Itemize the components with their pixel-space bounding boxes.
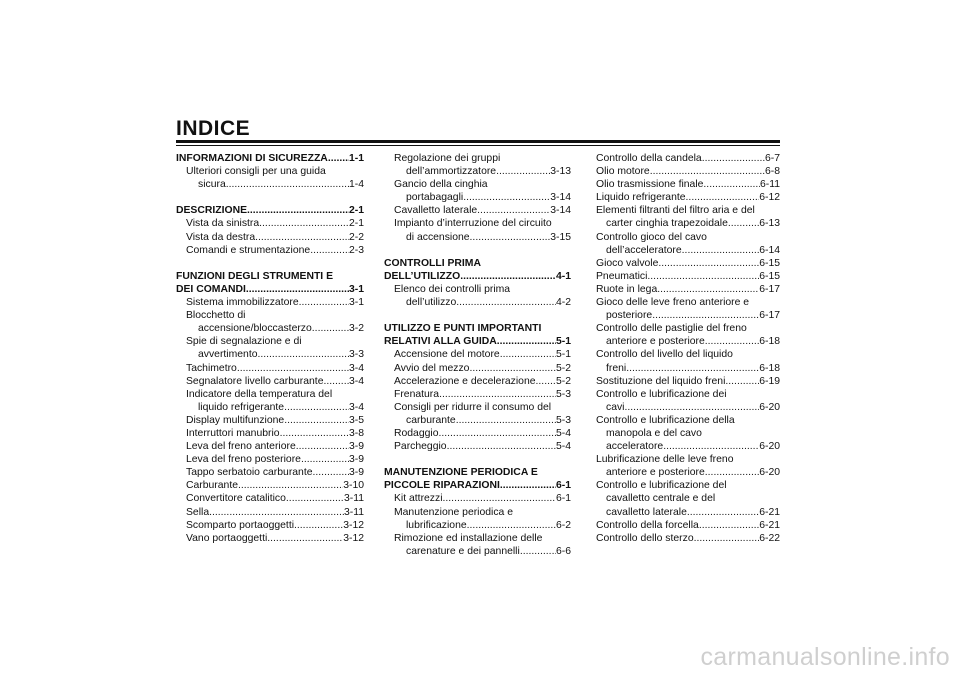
toc-entry-title: avvertimento — [198, 349, 258, 361]
toc-entry[interactable] — [384, 362, 571, 375]
toc-entry-title: Controllo e lubrificazione del — [596, 480, 727, 492]
toc-entry-page: 3-9 — [348, 454, 364, 466]
toc-entry[interactable] — [596, 257, 780, 270]
toc-entry[interactable] — [384, 270, 571, 283]
toc-entry-page: 2-3 — [348, 244, 364, 256]
toc-entry-page: 4-2 — [555, 297, 571, 309]
toc-entry[interactable] — [596, 440, 780, 453]
toc-entry[interactable] — [176, 506, 364, 519]
toc-entry-title: Controllo della candela — [596, 153, 702, 164]
toc-entry[interactable] — [596, 519, 780, 532]
toc-entry-title: MANUTENZIONE PERIODICA E — [384, 467, 538, 479]
toc-entry[interactable] — [596, 401, 780, 414]
toc-entry[interactable] — [596, 375, 780, 388]
toc-entry-page: 5-4 — [555, 441, 571, 453]
toc-entry[interactable] — [176, 204, 364, 217]
toc-entry[interactable] — [384, 492, 571, 505]
toc-entry-page: 4-1 — [555, 270, 571, 282]
toc-entry-page: 6-6 — [555, 545, 571, 557]
toc-entry-title: Controllo delle pastiglie del freno — [596, 323, 747, 335]
toc-entry[interactable] — [176, 152, 364, 165]
toc-entry-title: PICCOLE RIPARAZIONI — [384, 480, 500, 492]
toc-entry-page: 3-4 — [348, 375, 364, 387]
title-rule-thin — [176, 145, 780, 146]
toc-entry-page: 6-20 — [759, 401, 780, 413]
toc-entry-page: 6-13 — [759, 218, 780, 230]
toc-entry-page: 3-2 — [348, 323, 364, 335]
toc-entry-page: 6-22 — [759, 532, 780, 544]
toc-entry-page: 6-17 — [759, 310, 780, 322]
toc-entry-title: Comandi e strumentazione — [186, 244, 311, 256]
toc-entry-title: Accelerazione e decelerazione — [394, 375, 536, 387]
toc-entry-page: 3-12 — [343, 519, 364, 531]
toc-entry-page: 3-12 — [343, 532, 364, 544]
toc-entry[interactable] — [176, 244, 364, 257]
toc-entry[interactable] — [596, 362, 780, 375]
toc-entry[interactable] — [596, 217, 780, 230]
toc-entry[interactable] — [596, 335, 780, 348]
toc-entry[interactable] — [384, 335, 571, 348]
toc-entry[interactable] — [384, 427, 571, 440]
toc-entry-title: Controllo dello sterzo — [596, 532, 694, 544]
toc-entry[interactable] — [176, 479, 364, 492]
toc-entry-title: Regolazione dei gruppi — [394, 153, 501, 164]
toc-entry[interactable] — [384, 388, 571, 401]
toc-entry-page: 3-11 — [343, 493, 364, 505]
toc-entry-title: Manutenzione periodica e — [394, 506, 513, 518]
toc-entry-title: dell’acceleratore — [606, 244, 682, 256]
toc-entry[interactable] — [596, 178, 780, 191]
toc-entry-page: 6-17 — [759, 283, 780, 295]
toc-entry-title: Rodaggio — [394, 427, 439, 439]
toc-entry-title: Rimozione ed installazione delle — [394, 532, 543, 544]
toc-entry-page: 3-10 — [343, 480, 364, 492]
toc-entry-page: 3-15 — [550, 231, 571, 243]
toc-entry-title: dell’utilizzo — [406, 297, 457, 309]
watermark-text: carmanualsonline.info — [700, 643, 950, 671]
toc-entry[interactable] — [596, 244, 780, 257]
toc-entry[interactable] — [384, 479, 571, 492]
toc-entry-title: Frenatura — [394, 388, 440, 400]
toc-entry-title: manopola e del cavo — [606, 427, 702, 439]
toc-entry-title: Segnalatore livello carburante — [186, 375, 324, 387]
toc-entry-page: 6-20 — [759, 467, 780, 479]
toc-entry-title: Liquido refrigerante — [596, 192, 686, 204]
toc-entry-title: Controllo del livello del liquido — [596, 349, 733, 361]
toc-entry[interactable] — [176, 453, 364, 466]
toc-entry-page: 6-12 — [759, 192, 780, 204]
toc-entry-title: Tappo serbatoio carburante — [186, 467, 313, 479]
toc-entry[interactable] — [176, 414, 364, 427]
toc-entry-title: Elementi filtranti del filtro aria e del — [596, 205, 755, 217]
toc-column-2 — [384, 152, 571, 558]
toc-entry[interactable] — [176, 322, 364, 335]
toc-entry-title: Elenco dei controlli prima — [394, 283, 511, 295]
toc-entry-title: Gancio della cinghia — [394, 179, 488, 191]
toc-entry-title: Gioco delle leve freno anteriore e — [596, 297, 750, 309]
title-rule-thick — [176, 140, 780, 143]
toc-entry[interactable] — [596, 466, 780, 479]
toc-entry[interactable] — [176, 440, 364, 453]
toc-entry[interactable] — [176, 401, 364, 414]
toc-entry-title: carburante — [406, 414, 456, 426]
toc-entry-title: anteriore e posteriore — [606, 467, 705, 479]
toc-entry-title: Ruote in lega — [596, 283, 658, 295]
toc-entry-page: 3-1 — [348, 297, 364, 309]
toc-entry-title: Vista da sinistra — [186, 218, 260, 230]
toc-entry-title: Interruttori manubrio — [186, 427, 280, 439]
toc-entry-page: 2-1 — [348, 218, 364, 230]
toc-entry-page: 3-9 — [348, 441, 364, 453]
toc-entry-title: INFORMAZIONI DI SICUREZZA — [176, 153, 328, 164]
toc-entry-page: 6-15 — [759, 270, 780, 282]
toc-entry-page: 6-15 — [759, 257, 780, 269]
toc-entry-page: 3-4 — [348, 362, 364, 374]
toc-entry-title: Lubrificazione delle leve freno — [596, 454, 734, 466]
toc-entry-page: 6-1 — [555, 493, 571, 505]
toc-entry-title: carter cinghia trapezoidale — [606, 218, 728, 230]
toc-entry-title: Controllo e lubrificazione della — [596, 414, 735, 426]
toc-entry[interactable] — [176, 492, 364, 505]
toc-entry-title: Olio motore — [596, 166, 650, 178]
toc-entry[interactable] — [176, 231, 364, 244]
toc-entry[interactable] — [384, 231, 571, 244]
toc-entry-title: freni — [606, 362, 627, 374]
toc-entry[interactable] — [384, 440, 571, 453]
toc-entry[interactable] — [176, 427, 364, 440]
toc-entry-title: cavalletto centrale e del — [606, 493, 716, 505]
toc-entry-title: Leva del freno anteriore — [186, 441, 296, 453]
toc-entry-title: Ulteriori consigli per una guida — [186, 166, 326, 178]
toc-entry[interactable] — [176, 178, 364, 191]
toc-entry-page: 3-4 — [348, 401, 364, 413]
toc-entry-page: 6-18 — [759, 362, 780, 374]
toc-entry[interactable] — [176, 362, 364, 375]
toc-entry-page: 6-8 — [764, 166, 780, 178]
toc-entry-title: Scomparto portaoggetti — [186, 519, 295, 531]
toc-entry-title: DEI COMANDI — [176, 283, 246, 295]
toc-entry-title: di accensione — [406, 231, 470, 243]
toc-entry-title: Leva del freno posteriore — [186, 454, 301, 466]
toc-entry-title: Cavalletto laterale — [394, 205, 478, 217]
toc-entry[interactable] — [596, 309, 780, 322]
toc-entry-page: 5-1 — [555, 349, 571, 361]
toc-entry[interactable] — [384, 165, 571, 178]
toc-column-3 — [596, 152, 780, 545]
toc-entry-title: Controllo della forcella — [596, 519, 699, 531]
toc-entry[interactable] — [176, 532, 364, 545]
toc-entry-title: cavi — [606, 401, 625, 413]
toc-entry[interactable] — [176, 296, 364, 309]
toc-entry-title: Kit attrezzi — [394, 493, 443, 505]
toc-entry-page: 5-3 — [555, 414, 571, 426]
toc-entry-title: Sistema immobilizzatore — [186, 297, 299, 309]
toc-entry-title: carenature e dei pannelli — [406, 545, 520, 557]
toc-entry-page: 3-3 — [348, 349, 364, 361]
toc-entry-title: Vano portaoggetti — [186, 532, 268, 544]
toc-entry[interactable] — [596, 191, 780, 204]
toc-entry-page: 3-5 — [348, 414, 364, 426]
toc-column-1 — [176, 152, 364, 545]
toc-entry-title: Tachimetro — [186, 362, 237, 374]
toc-entry-page: 3-11 — [343, 506, 364, 518]
toc-entry-title: Controllo e lubrificazione dei — [596, 388, 727, 400]
toc-entry[interactable] — [596, 165, 780, 178]
page-title: INDICE — [176, 117, 251, 140]
toc-entry-title: Vista da destra — [186, 231, 256, 243]
toc-entry-title: Display multifunzione — [186, 414, 285, 426]
toc-entry[interactable] — [596, 283, 780, 296]
toc-entry[interactable] — [384, 519, 571, 532]
toc-entry-page: 6-1 — [555, 480, 571, 492]
toc-entry[interactable] — [384, 191, 571, 204]
toc-entry-title: Sostituzione del liquido freni — [596, 375, 726, 387]
toc-entry-page: 3-1 — [348, 283, 364, 295]
toc-entry-title: Carburante — [186, 480, 238, 492]
toc-entry-page: 6-18 — [759, 336, 780, 348]
toc-entry-title: anteriore e posteriore — [606, 336, 705, 348]
toc-entry-page: 6-14 — [759, 244, 780, 256]
toc-entry-title: Sella — [186, 506, 210, 518]
toc-entry-page: 6-7 — [764, 153, 780, 164]
toc-entry-title: posteriore — [606, 310, 653, 322]
toc-entry-title: Spie di segnalazione e di — [186, 336, 302, 348]
toc-entry[interactable] — [176, 375, 364, 388]
toc-entry-title: sicura — [198, 179, 226, 191]
toc-entry[interactable] — [384, 375, 571, 388]
toc-entry-title: accensione/bloccasterzo — [198, 323, 312, 335]
toc-entry-title: Gioco valvole — [596, 257, 659, 269]
toc-entry-title: Convertitore catalitico — [186, 493, 286, 505]
toc-entry-title: acceleratore — [606, 441, 664, 453]
toc-entry-title: FUNZIONI DEGLI STRUMENTI E — [176, 270, 334, 282]
toc-entry[interactable] — [176, 519, 364, 532]
toc-entry-title: dell’ammortizzatore — [406, 166, 497, 178]
toc-entry-page: 6-11 — [759, 179, 780, 191]
toc-entry-title: Consigli per ridurre il consumo del — [394, 401, 552, 413]
toc-entry[interactable] — [176, 348, 364, 361]
toc-entry-page: 3-14 — [550, 192, 571, 204]
toc-entry-title: liquido refrigerante — [198, 401, 285, 413]
toc-entry[interactable] — [176, 466, 364, 479]
toc-entry-page: 5-1 — [555, 336, 571, 348]
toc-entry-page: 2-2 — [348, 231, 364, 243]
toc-entry[interactable] — [596, 506, 780, 519]
toc-entry[interactable] — [176, 217, 364, 230]
toc-entry-page: 5-2 — [555, 375, 571, 387]
toc-entry-title: Olio trasmissione finale — [596, 179, 704, 191]
toc-entry-page: 6-19 — [759, 375, 780, 387]
toc-entry-title: Parcheggio — [394, 441, 447, 453]
toc-entry-page: 6-21 — [759, 506, 780, 518]
toc-entry[interactable] — [384, 545, 571, 558]
toc-entry[interactable] — [596, 152, 780, 165]
toc-entry-page: 3-8 — [348, 427, 364, 439]
toc-entry[interactable] — [176, 283, 364, 296]
toc-entry[interactable] — [384, 348, 571, 361]
toc-entry[interactable] — [596, 532, 780, 545]
toc-entry-title: CONTROLLI PRIMA — [384, 257, 481, 269]
toc-entry[interactable] — [384, 296, 571, 309]
toc-entry-title: DESCRIZIONE — [176, 205, 248, 217]
toc-entry[interactable] — [596, 270, 780, 283]
toc-entry[interactable] — [384, 204, 571, 217]
toc-entry-title: Controllo gioco del cavo — [596, 231, 707, 243]
toc-entry-page: 2-1 — [348, 205, 364, 217]
toc-entry-page: 5-2 — [555, 362, 571, 374]
toc-entry-title: lubrificazione — [406, 519, 467, 531]
toc-entry-title: UTILIZZO E PUNTI IMPORTANTI — [384, 323, 542, 335]
toc-entry-page: 5-4 — [555, 427, 571, 439]
toc-entry-title: Avvio del mezzo — [394, 362, 470, 374]
toc-entry-title: Accensione del motore — [394, 349, 500, 361]
toc-entry-title: RELATIVI ALLA GUIDA — [384, 336, 497, 348]
toc-entry-page: 3-14 — [550, 205, 571, 217]
toc-entry-page: 1-4 — [348, 179, 364, 191]
toc-entry-page: 5-3 — [555, 388, 571, 400]
toc-entry-page: 1-1 — [348, 153, 364, 164]
toc-entry-page: 3-9 — [348, 467, 364, 479]
toc-entry-title: Pneumatici — [596, 270, 648, 282]
toc-entry-title: DELL’UTILIZZO — [384, 270, 461, 282]
toc-entry-title: Indicatore della temperatura del — [186, 388, 333, 400]
toc-entry-page: 6-2 — [555, 519, 571, 531]
toc-entry-title: Blocchetto di — [186, 310, 246, 322]
toc-entry[interactable] — [384, 414, 571, 427]
toc-entry-page: 6-21 — [759, 519, 780, 531]
toc-entry-page: 3-13 — [550, 166, 571, 178]
toc-entry-page: 6-20 — [759, 441, 780, 453]
toc-entry-title: cavalletto laterale — [606, 506, 687, 518]
toc-entry-title: Impianto d’interruzione del circuito — [394, 218, 552, 230]
toc-entry-title: portabagagli — [406, 192, 464, 204]
